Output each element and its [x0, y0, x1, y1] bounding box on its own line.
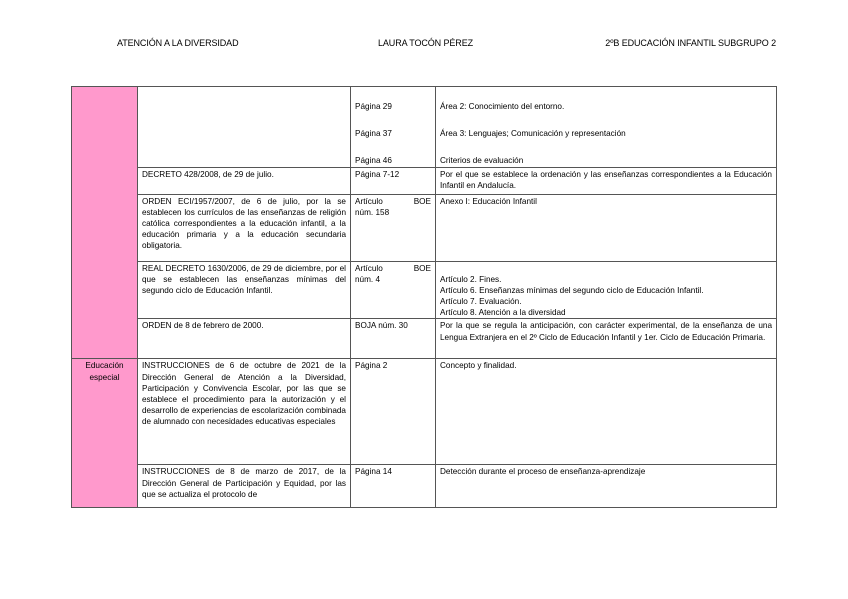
- header-right: 2ºB EDUCACIÓN INFANTIL SUBGRUPO 2: [605, 38, 776, 48]
- ref-boe: BOE: [413, 263, 431, 273]
- content-cell: Anexo I: Educación Infantil: [436, 194, 777, 261]
- table-row: [72, 261, 777, 319]
- category-cell: Educación especial: [72, 359, 138, 508]
- ref-article: Artículo: [355, 196, 383, 206]
- reference-cell: BOJA núm. 30: [351, 319, 436, 359]
- norm-cell: ORDEN de 8 de febrero de 2000.: [138, 319, 351, 359]
- content-cell: Por la que se regula la anticipación, con carácter experimental, de la enseñanza de una Lengua Extranjera en el 2º Ciclo de Educación Infantil y 1er. Ciclo de Educación Primaria.: [436, 319, 777, 359]
- reference-cell: Página 7-12: [351, 167, 436, 194]
- reference-cell: Página 2: [351, 359, 436, 465]
- content-line: Artículo 7. Evaluación.: [440, 297, 522, 307]
- table-row: [72, 465, 777, 508]
- reference-cell: [351, 87, 436, 168]
- legislation-table: [71, 86, 777, 508]
- ref-number: núm. 4: [355, 274, 381, 284]
- norm-cell: REAL DECRETO 1630/2006, de 29 de diciembre, por el que se establecen las enseñanzas mínimas del segundo ciclo de Educación Infantil.: [138, 261, 351, 319]
- reference-cell: Página 14: [351, 465, 436, 508]
- norm-cell: DECRETO 428/2008, de 29 de julio.: [138, 167, 351, 194]
- norm-cell: ORDEN ECI/1957/2007, de 6 de julio, por la se establecen los currículos de las enseñanzas de religión católica correspondientes a la educación infantil, a la educación primaria y a la educación secundaria obligatoria.: [138, 194, 351, 261]
- page-ref: Página 37: [355, 129, 392, 139]
- reference-cell: [351, 194, 436, 261]
- table-row: [72, 194, 777, 261]
- ref-boe: BOE: [413, 196, 431, 206]
- category-cell-empty: [72, 87, 138, 359]
- content-line: Artículo 6. Enseñanzas mínimas del segundo ciclo de Educación Infantil.: [440, 285, 704, 295]
- content-text: Área 2: Conocimiento del entorno.: [440, 102, 565, 111]
- norm-cell: INSTRUCCIONES de 8 de marzo de 2017, de la Dirección General de Participación y Equidad, por las que se actualiza el protocolo de: [138, 465, 351, 508]
- content-cell: [436, 261, 777, 319]
- table-row: [72, 319, 777, 359]
- norm-cell: INSTRUCCIONES de 6 de octubre de 2021 de la Dirección General de Atención a la Diversidad, Participación y Convivencia Escolar, por las que se establece el procedimiento para la autorización y el desarrollo de experiencias de escolarización combinada de alumnado con necesidades educativas especiales: [138, 359, 351, 465]
- table-row: [72, 167, 777, 194]
- content-cell: Por el que se establece la ordenación y las enseñanzas correspondientes a la Educación Infantil en Andalucía.: [436, 167, 777, 194]
- ref-article: Artículo: [355, 263, 383, 273]
- content-text: Área 3: Lenguajes; Comunicación y representación: [440, 129, 626, 139]
- reference-cell: [351, 261, 436, 319]
- header-left: ATENCIÓN A LA DIVERSIDAD: [117, 38, 239, 48]
- page-ref: Página 46: [355, 156, 392, 166]
- content-cell: [436, 87, 777, 168]
- content-cell: Detección durante el proceso de enseñanza-aprendizaje: [436, 465, 777, 508]
- content-line: Artículo 2. Fines.: [440, 274, 502, 284]
- ref-number: núm. 158: [355, 207, 390, 217]
- page-ref: Página 29: [355, 102, 392, 111]
- norm-cell: [138, 87, 351, 168]
- content-cell: Concepto y finalidad.: [436, 359, 777, 465]
- table-row: [72, 87, 777, 168]
- header-center: LAURA TOCÓN PÉREZ: [378, 38, 473, 48]
- content-text: Criterios de evaluación: [440, 156, 524, 166]
- content-line: Artículo 8. Atención a la diversidad: [440, 308, 566, 318]
- table-row: [72, 359, 777, 465]
